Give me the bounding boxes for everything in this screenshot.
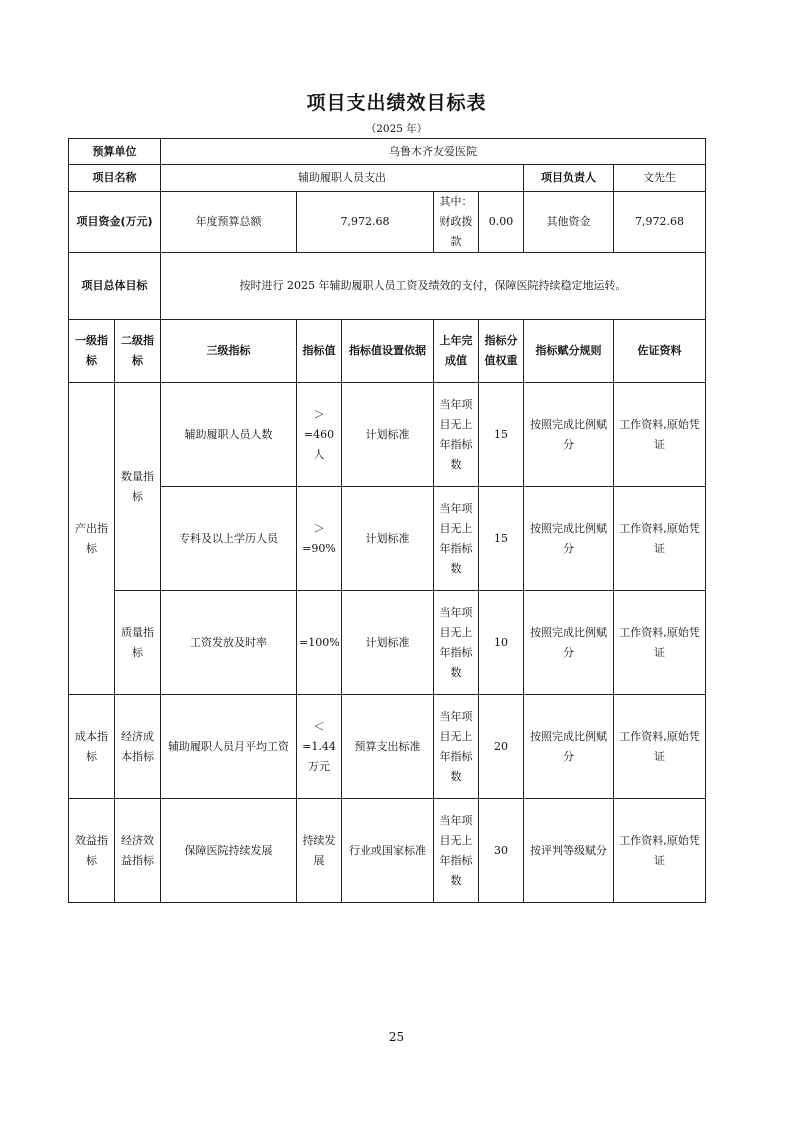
project-value: 辅助履职人员支出	[161, 165, 524, 192]
col-header-rule: 指标赋分规则	[524, 320, 614, 383]
goal-label: 项目总体目标	[69, 253, 161, 320]
basis-cell: 计划标准	[342, 591, 434, 695]
level2-cell: 经济效益指标	[115, 799, 161, 903]
level1-cell: 成本指标	[69, 695, 115, 799]
col-header-basis: 指标值设置依据	[342, 320, 434, 383]
level2-cell: 经济成本指标	[115, 695, 161, 799]
fiscal-value: 0.00	[479, 192, 524, 253]
rule-cell: 按评判等级赋分	[524, 799, 614, 903]
weight-cell: 30	[479, 799, 524, 903]
evidence-cell: 工作资料,原始凭证	[614, 383, 706, 487]
col-header-level2: 二级指标	[115, 320, 161, 383]
table-row	[69, 591, 706, 695]
indicator-value-cell: ＜=1.44万元	[297, 695, 342, 799]
goal-row	[69, 253, 706, 320]
page-number: 25	[388, 1030, 405, 1044]
unit-value: 乌鲁木齐友爱医院	[161, 139, 706, 165]
fiscal-label: 其中：财政拨款	[434, 192, 479, 253]
project-label: 项目名称	[69, 165, 161, 192]
col-header-evidence: 佐证资料	[614, 320, 706, 383]
weight-cell: 10	[479, 591, 524, 695]
column-header-row	[69, 320, 706, 383]
basis-cell: 计划标准	[342, 487, 434, 591]
level1-cell: 产出指标	[69, 383, 115, 695]
rule-cell: 按照完成比例赋分	[524, 591, 614, 695]
col-header-last-year: 上年完成值	[434, 320, 479, 383]
performance-table	[68, 138, 706, 903]
last-year-cell: 当年项目无上年指标数	[434, 799, 479, 903]
col-header-level1: 一级指标	[69, 320, 115, 383]
level3-cell: 辅助履职人员月平均工资	[161, 695, 297, 799]
col-header-level3: 三级指标	[161, 320, 297, 383]
table-row	[69, 383, 706, 487]
unit-row	[69, 139, 706, 165]
basis-cell: 预算支出标准	[342, 695, 434, 799]
level3-cell: 辅助履职人员人数	[161, 383, 297, 487]
rule-cell: 按照完成比例赋分	[524, 383, 614, 487]
level2-cell: 质量指标	[115, 591, 161, 695]
weight-cell: 20	[479, 695, 524, 799]
level2-cell: 数量指标	[115, 383, 161, 591]
year-label: （2025 年）	[365, 123, 428, 135]
evidence-cell: 工作资料,原始凭证	[614, 799, 706, 903]
evidence-cell: 工作资料,原始凭证	[614, 591, 706, 695]
rule-cell: 按照完成比例赋分	[524, 487, 614, 591]
other-funds-label: 其他资金	[524, 192, 614, 253]
other-funds-value: 7,972.68	[614, 192, 706, 253]
basis-cell: 行业或国家标准	[342, 799, 434, 903]
table-row	[69, 695, 706, 799]
table-row	[69, 799, 706, 903]
basis-cell: 计划标准	[342, 383, 434, 487]
table-row	[69, 487, 706, 591]
weight-cell: 15	[479, 487, 524, 591]
weight-cell: 15	[479, 383, 524, 487]
indicator-value-cell: ＞=90%	[297, 487, 342, 591]
funds-label: 项目资金(万元)	[69, 192, 161, 253]
level3-cell: 专科及以上学历人员	[161, 487, 297, 591]
indicator-value-cell: =100%	[297, 591, 342, 695]
manager-value: 文先生	[614, 165, 706, 192]
rule-cell: 按照完成比例赋分	[524, 695, 614, 799]
level3-cell: 保障医院持续发展	[161, 799, 297, 903]
manager-label: 项目负责人	[524, 165, 614, 192]
last-year-cell: 当年项目无上年指标数	[434, 695, 479, 799]
last-year-cell: 当年项目无上年指标数	[434, 487, 479, 591]
unit-label: 预算单位	[69, 139, 161, 165]
page-title: 项目支出绩效目标表	[306, 92, 487, 114]
evidence-cell: 工作资料,原始凭证	[614, 487, 706, 591]
goal-value: 按时进行 2025 年辅助履职人员工资及绩效的支付，保障医院持续稳定地运转。	[161, 253, 706, 320]
col-header-value: 指标值	[297, 320, 342, 383]
col-header-weight: 指标分值权重	[479, 320, 524, 383]
evidence-cell: 工作资料,原始凭证	[614, 695, 706, 799]
level3-cell: 工资发放及时率	[161, 591, 297, 695]
project-row	[69, 165, 706, 192]
indicator-value-cell: ＞=460人	[297, 383, 342, 487]
level1-cell: 效益指标	[69, 799, 115, 903]
annual-budget-value: 7,972.68	[297, 192, 434, 253]
indicator-value-cell: 持续发展	[297, 799, 342, 903]
last-year-cell: 当年项目无上年指标数	[434, 383, 479, 487]
last-year-cell: 当年项目无上年指标数	[434, 591, 479, 695]
funds-row	[69, 192, 706, 253]
annual-budget-label: 年度预算总额	[161, 192, 297, 253]
